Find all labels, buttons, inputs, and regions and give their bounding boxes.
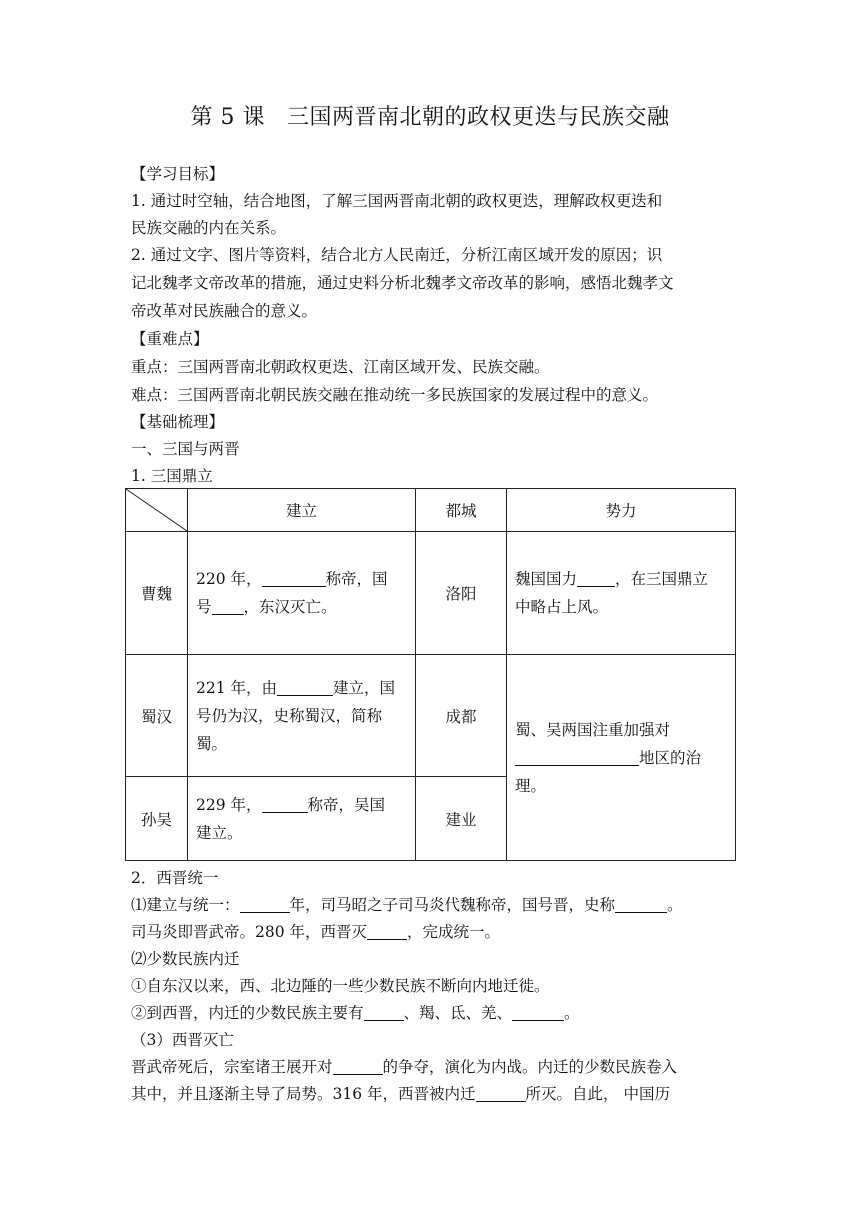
fill-blank[interactable] <box>240 894 290 913</box>
text-line: ②到西晋，内迁的少数民族主要有 、羯、氐、羌、 。 <box>131 1004 580 1022</box>
header-founding: 建立 <box>188 489 416 532</box>
text-line: 晋武帝死后，宗室诸王展开对 的争夺，演化为内战。内迁的少数民族卷入 <box>131 1058 678 1076</box>
fill-blank[interactable] <box>333 1056 383 1075</box>
lesson-number: 第 5 课 <box>190 105 265 130</box>
lesson-title-text: 三国两晋南北朝的政权更迭与民族交融 <box>286 105 670 130</box>
goal-2-line-2: 记北魏孝文帝改革的措施，通过史料分析北魏孝文帝改革的影响，感悟北魏孝文 <box>131 274 674 292</box>
text-line: 司马炎即晋武帝。280 年，西晋灭 ，完成统一。 <box>131 923 501 941</box>
goal-1-line-2: 民族交融的内在关系。 <box>131 219 287 237</box>
text-line: ⑵少数民族内迁 <box>131 950 240 968</box>
text-line: 其中，并且逐渐主导了局势。316 年，西晋被内迁 所灭。自此， 中国历 <box>131 1085 670 1103</box>
table-row <box>126 532 736 655</box>
capital-cell: 成都 <box>416 655 507 777</box>
founding-cell: 221 年，由 建立，国 号仍为汉，史称蜀汉，简称 蜀。 <box>188 655 416 777</box>
goal-2-line-3: 帝改革对民族融合的意义。 <box>131 302 318 320</box>
three-kingdoms-table <box>125 488 736 861</box>
key-point: 重点：三国两晋南北朝政权更迭、江南区域开发、民族交融。 <box>131 358 550 376</box>
power-cell: 魏国国力 ，在三国鼎立 中略占上风。 <box>507 532 736 655</box>
capital-cell: 建业 <box>416 777 507 861</box>
fill-blank[interactable] <box>367 921 407 940</box>
text-line: ①自东汉以来，西、北边陲的一些少数民族不断向内地迁徙。 <box>131 977 550 995</box>
goal-2-line-1: 2. 通过文字、图片等资料，结合北方人民南迁，分析江南区域开发的原因；识 <box>131 246 663 264</box>
fill-blank[interactable] <box>515 747 639 766</box>
table-corner-cell <box>126 489 188 532</box>
part-1-heading: 一、三国与两晋 <box>131 440 240 458</box>
text-line: ⑴建立与统一： 年，司马昭之子司马炎代魏称帝，国号晋，史称 。 <box>131 896 683 914</box>
header-capital: 都城 <box>416 489 507 532</box>
lesson-title <box>0 102 860 134</box>
row-name-sun-wu: 孙吴 <box>126 777 188 861</box>
key-heading: 【重难点】 <box>131 330 209 348</box>
fill-blank[interactable] <box>262 568 326 587</box>
fill-blank[interactable] <box>512 1002 564 1021</box>
fill-blank[interactable] <box>615 894 667 913</box>
row-name-cao-wei: 曹魏 <box>126 532 188 655</box>
fill-blank[interactable] <box>212 596 244 615</box>
fill-blank[interactable] <box>262 794 308 813</box>
item-1-heading: 1. 三国鼎立 <box>131 467 213 485</box>
fill-blank[interactable] <box>364 1002 404 1021</box>
fill-blank[interactable] <box>577 568 615 587</box>
founding-cell: 220 年， 称帝，国 号 ，东汉灭亡。 <box>188 532 416 655</box>
header-power: 势力 <box>507 489 736 532</box>
fill-blank[interactable] <box>277 677 333 696</box>
goals-heading: 【学习目标】 <box>131 165 225 183</box>
part-2-heading: 2．西晋统一 <box>131 869 219 887</box>
fill-blank[interactable] <box>476 1083 526 1102</box>
text-line: （3）西晋灭亡 <box>131 1031 234 1049</box>
capital-cell: 洛阳 <box>416 532 507 655</box>
hard-point: 难点：三国两晋南北朝民族交融在推动统一多民族国家的发展过程中的意义。 <box>131 386 659 404</box>
row-name-shu-han: 蜀汉 <box>126 655 188 777</box>
founding-cell: 229 年， 称帝，吴国 建立。 <box>188 777 416 861</box>
basic-heading: 【基础梳理】 <box>131 413 225 431</box>
table-row <box>126 655 736 777</box>
goal-1-line-1: 1. 通过时空轴，结合地图，了解三国两晋南北朝的政权更迭，理解政权更迭和 <box>131 192 663 210</box>
shared-power-cell: 蜀、吴两国注重加强对 地区的治 理。 <box>507 655 736 861</box>
